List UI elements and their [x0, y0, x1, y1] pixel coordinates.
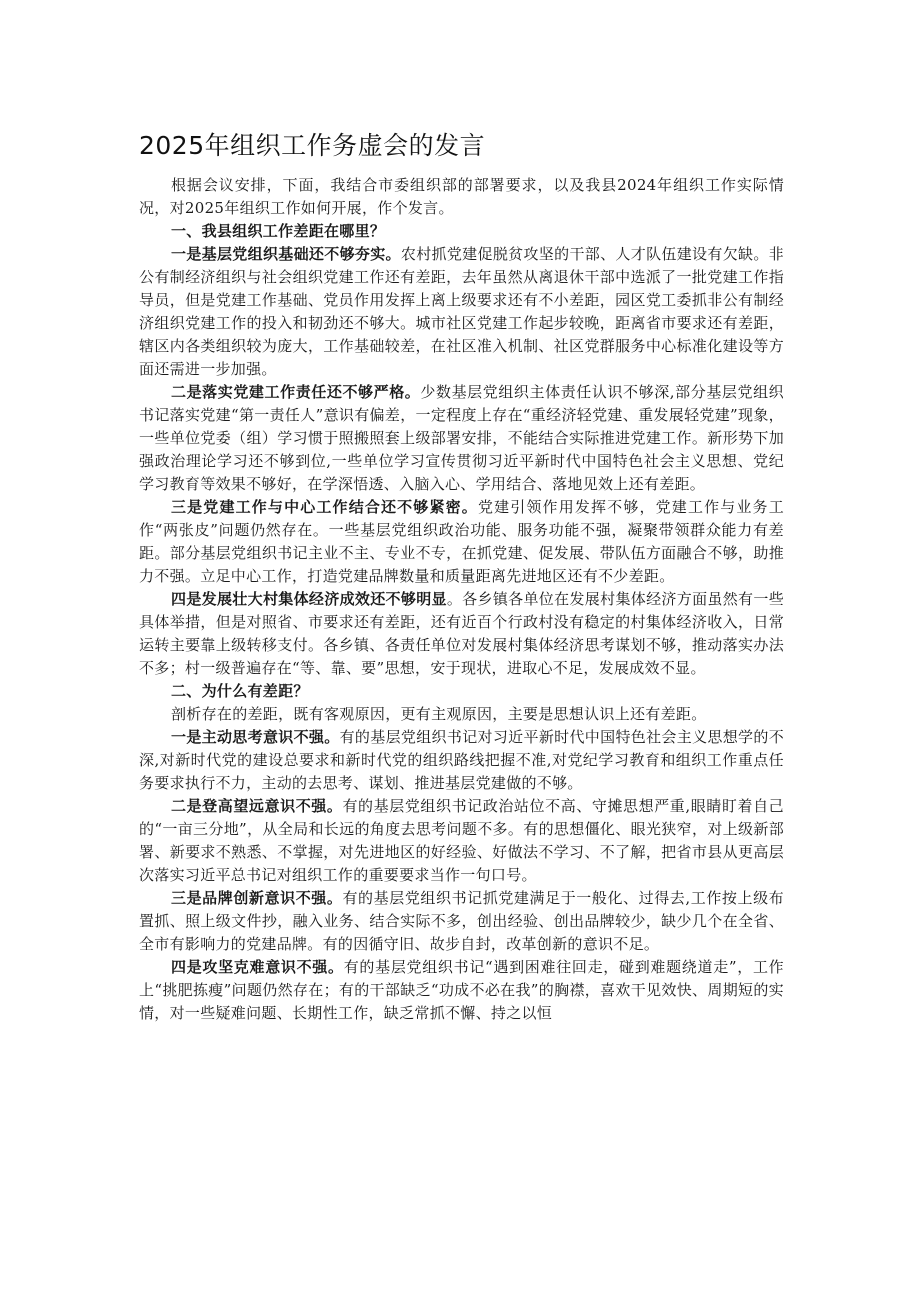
section-2-heading: 二、为什么有差距？	[171, 682, 309, 700]
item-lead: 一是基层党组织基础还不够夯实。	[171, 245, 401, 263]
item-body: 党建引领作用发挥不够，党建工作与业务工作“两张皮”问题仍然存在。一些基层党组织政治功能、服务功能不强，凝聚带领群众能力有差距。部分基层党组织书记主业不主、专业不专，在抓党建、促发展、带队伍方面融合不够，助推力不强。立足中心工作，打造党建品牌数量和质量距离先进地区还有不少差距。	[139, 498, 785, 585]
item-lead: 一是主动思考意识不强。	[171, 728, 340, 746]
item-lead: 三是党建工作与中心工作结合还不够紧密。	[171, 498, 478, 516]
item-body: 。各乡镇各单位在发展村集体经济方面虽然有一些具体举措，但是对照省、市要求还有差距，还有近百个行政村没有稳定的村集体经济收入，日常运转主要靠上级转移支付。各乡镇、各责任单位对发展村集体经济思考谋划不够，推动落实办法不多；村一级普遍存在“等、靠、要”思想，安于现状，进取心不足，发展成效不显。	[139, 590, 784, 677]
item-lead: 三是品牌创新意识不强。	[171, 889, 343, 907]
section-1-heading: 一、我县组织工作差距在哪里？	[171, 222, 386, 240]
document-title: 2025年组织工作务虚会的发言	[139, 131, 486, 160]
item-body: 有的基层党组织书记政治站位不高、守摊思想严重,眼睛盯着自己的“一亩三分地”，从全局和长远的角度去思考问题不多。有的思想僵化、眼光狭窄，对上级新部署、新要求不熟悉、不掌握，对先进地区的好经验、好做法不学习、不了解，把省市县从更高层次落实习近平总书记对组织工作的重要要求当作一句口号。	[139, 797, 784, 884]
item-body: 有的基层党组织书记“遇到困难往回走，碰到难题绕道走”，工作上“挑肥拣瘦”问题仍然存在；有的干部缺乏“功成不必在我”的胸襟，喜欢干见效快、周期短的实情，对一些疑难问题、长期性工作，缺乏常抓不懈、持之以恒	[139, 958, 784, 1022]
intro-paragraph: 根据会议安排，下面，我结合市委组织部的部署要求，以及我县2024年组织工作实际情况，对2025年组织工作如何开展，作个发言。	[139, 176, 784, 217]
item-lead: 二是登高望远意识不强。	[171, 797, 343, 815]
section-1-item-1	[139, 243, 784, 381]
section-2-intro: 剖析存在的差距，既有客观原因，更有主观原因，主要是思想认识上还有差距。	[171, 705, 707, 723]
section-2-item-1	[139, 726, 784, 795]
section-1-item-3	[139, 496, 784, 588]
item-body: 农村抓党建促脱贫攻坚的干部、人才队伍建设有欠缺。非公有制经济组织与社会组织党建工作还有差距，去年虽然从离退休干部中选派了一批党建工作指导员，但是党建工作基础、党员作用发挥上离上级要求还有不小差距，园区党工委抓非公有制经济组织党建工作的投入和韧劲还不够大。城市社区党建工作起步较晚，距离省市要求还有差距，辖区内各类组织较为庞大，工作基础较差，在社区准入机制、社区党群服务中心标准化建设等方面还需进一步加强。	[139, 245, 784, 378]
section-2-item-4	[139, 956, 784, 1025]
item-lead: 四是攻坚克难意识不强。	[171, 958, 344, 976]
section-2-item-2	[139, 795, 784, 887]
section-1-item-4	[139, 588, 784, 680]
item-lead: 四是发展壮大村集体经济成效还不够明显	[171, 590, 447, 608]
item-lead: 二是落实党建工作责任还不够严格。	[171, 383, 421, 401]
item-body: 少数基层党组织主体责任认识不够深,部分基层党组织书记落实党建“第一责任人”意识有偏差，一定程度上存在“重经济轻党建、重发展轻党建”现象，一些单位党委（组）学习惯于照搬照套上级部署安排，不能结合实际推进党建工作。新形势下加强政治理论学习还不够到位,一些单位学习宣传贯彻习近平新时代中国特色社会主义思想、党纪学习教育等效果不够好，在学深悟透、入脑入心、学用结合、落地见效上还有差距。	[139, 383, 784, 493]
section-2-item-3	[139, 887, 784, 956]
document-page	[139, 128, 784, 1025]
item-body: 有的基层党组织书记抓党建满足于一般化、过得去,工作按上级布置抓、照上级文件抄，融入业务、结合实际不多，创出经验、创出品牌较少，缺少几个在全省、全市有影响力的党建品牌。有的因循守旧、故步自封，改革创新的意识不足。	[139, 889, 784, 953]
section-1-item-2	[139, 381, 784, 496]
item-body: 有的基层党组织书记对习近平新时代中国特色社会主义思想学的不深,对新时代党的建设总要求和新时代党的组织路线把握不准,对党纪学习教育和组织工作重点任务要求执行不力，主动的去思考、谋划、推进基层党建做的不够。	[139, 728, 785, 792]
